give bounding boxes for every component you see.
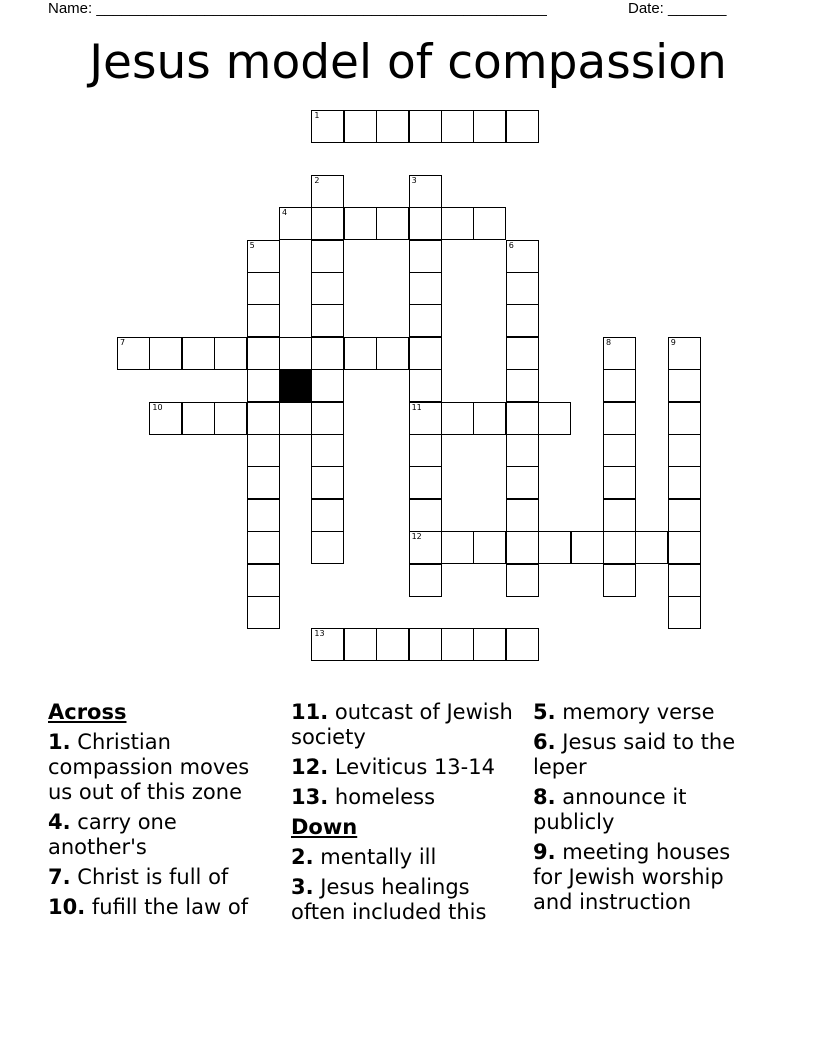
grid-cell[interactable]	[247, 434, 280, 467]
grid-cell[interactable]	[635, 531, 668, 564]
clue-down-5: 5. memory verse	[533, 700, 715, 724]
grid-cell[interactable]	[603, 531, 636, 564]
grid-cell[interactable]	[506, 402, 539, 435]
clue-number-label: 13	[314, 629, 325, 639]
grid-cell[interactable]	[473, 628, 506, 661]
grid-cell[interactable]	[441, 402, 474, 435]
grid-cell[interactable]	[506, 304, 539, 337]
grid-cell[interactable]	[376, 207, 409, 240]
grid-cell[interactable]	[506, 369, 539, 402]
grid-cell[interactable]	[279, 402, 312, 435]
clue-down-3: 3. Jesus healings often included this	[291, 875, 487, 924]
grid-cell[interactable]	[506, 499, 539, 532]
grid-cell[interactable]	[311, 434, 344, 467]
clue-number-label: 3	[411, 175, 417, 185]
name-label: Name:	[48, 0, 93, 17]
grid-cell[interactable]	[506, 628, 539, 661]
grid-cell[interactable]	[311, 628, 344, 661]
grid-cell[interactable]	[538, 531, 571, 564]
grid-cell[interactable]	[247, 304, 280, 337]
grid-cell[interactable]	[668, 402, 701, 435]
grid-cell[interactable]	[668, 564, 701, 597]
grid-cell[interactable]	[506, 337, 539, 370]
grid-cell[interactable]	[311, 466, 344, 499]
grid-cell[interactable]	[506, 272, 539, 305]
grid-cell[interactable]	[668, 499, 701, 532]
clue-number-label: 2	[314, 175, 320, 185]
grid-cell[interactable]	[506, 110, 539, 143]
clue-across-4: 4. carry one another's	[48, 810, 177, 859]
grid-cell[interactable]	[311, 337, 344, 370]
clue-down-2: 2. mentally ill	[291, 845, 437, 869]
grid-cell[interactable]	[668, 596, 701, 629]
grid-cell[interactable]	[311, 240, 344, 273]
grid-cell[interactable]	[538, 402, 571, 435]
date-label: Date:	[628, 0, 664, 17]
clue-across-12: 12. Leviticus 13-14	[291, 755, 495, 779]
clue-number-label: 6	[508, 240, 514, 250]
grid-cell[interactable]	[668, 466, 701, 499]
grid-cell[interactable]	[409, 175, 442, 208]
grid-cell[interactable]	[668, 531, 701, 564]
grid-cell[interactable]	[409, 628, 442, 661]
grid-cell[interactable]	[441, 207, 474, 240]
grid-cell[interactable]	[409, 272, 442, 305]
clue-across-13: 13. homeless	[291, 785, 436, 809]
grid-cell[interactable]	[409, 240, 442, 273]
clue-down-8: 8. announce it publicly	[533, 785, 687, 834]
grid-cell[interactable]	[182, 337, 215, 370]
grid-cell[interactable]	[311, 272, 344, 305]
grid-cell[interactable]	[311, 499, 344, 532]
grid-cell[interactable]	[409, 402, 442, 435]
grid-cell[interactable]	[409, 337, 442, 370]
clue-column-1	[48, 700, 276, 925]
clue-across-7: 7. Christ is full of	[48, 865, 229, 889]
clue-down-6: 6. Jesus said to the leper	[533, 730, 736, 779]
grid-cell[interactable]	[668, 369, 701, 402]
grid-cell[interactable]	[311, 207, 344, 240]
grid-cell[interactable]	[603, 466, 636, 499]
grid-cell[interactable]	[603, 434, 636, 467]
grid-cell[interactable]	[214, 402, 247, 435]
grid-cell[interactable]	[506, 240, 539, 273]
grid-cell[interactable]	[409, 466, 442, 499]
grid-cell[interactable]	[247, 564, 280, 597]
grid-cell[interactable]	[247, 402, 280, 435]
grid-cell[interactable]	[473, 110, 506, 143]
grid-cell[interactable]	[409, 434, 442, 467]
grid-cell[interactable]	[441, 628, 474, 661]
grid-cell[interactable]	[506, 564, 539, 597]
grid-cell[interactable]	[247, 240, 280, 273]
grid-cell[interactable]	[117, 337, 150, 370]
header-line	[48, 0, 748, 20]
grid-cell[interactable]	[247, 369, 280, 402]
grid-cell[interactable]	[409, 531, 442, 564]
clue-number-label: 11	[411, 402, 422, 412]
clue-number-label: 12	[411, 532, 422, 542]
grid-cell[interactable]	[311, 531, 344, 564]
clue-column-3	[533, 700, 748, 920]
grid-cell[interactable]	[409, 564, 442, 597]
black-cell	[279, 369, 312, 402]
grid-cell[interactable]	[571, 531, 604, 564]
grid-cell[interactable]	[376, 110, 409, 143]
clue-across-11: 11. outcast of Jewish society	[291, 700, 513, 749]
grid-cell[interactable]	[409, 369, 442, 402]
grid-cell[interactable]	[603, 337, 636, 370]
clue-number-label: 10	[152, 402, 163, 412]
grid-cell[interactable]	[409, 207, 442, 240]
grid-cell[interactable]	[247, 499, 280, 532]
grid-cell[interactable]	[149, 337, 182, 370]
grid-cell[interactable]	[344, 207, 377, 240]
grid-cell[interactable]	[344, 110, 377, 143]
grid-cell[interactable]	[311, 304, 344, 337]
date-blank: _______	[668, 0, 727, 17]
grid-cell[interactable]	[247, 596, 280, 629]
grid-cell[interactable]	[603, 564, 636, 597]
grid-cell[interactable]	[506, 531, 539, 564]
date-field[interactable]	[628, 0, 726, 17]
grid-cell[interactable]	[441, 531, 474, 564]
clue-number-label: 8	[606, 337, 612, 347]
grid-cell[interactable]	[311, 175, 344, 208]
grid-cell[interactable]	[149, 402, 182, 435]
grid-cell[interactable]	[311, 402, 344, 435]
grid-cell[interactable]	[506, 434, 539, 467]
clue-across-10: 10. fufill the law of	[48, 895, 249, 919]
name-field[interactable]	[48, 0, 547, 17]
grid-cell[interactable]	[311, 369, 344, 402]
grid-cell[interactable]	[247, 531, 280, 564]
clue-across-1: 1. Christian compassion moves us out of this zone	[48, 730, 250, 804]
grid-cell[interactable]	[376, 337, 409, 370]
down-heading: Down	[291, 815, 358, 839]
clue-number-label: 4	[282, 208, 288, 218]
grid-cell[interactable]	[603, 499, 636, 532]
grid-cell[interactable]	[344, 628, 377, 661]
grid-cell[interactable]	[182, 402, 215, 435]
clue-number-label: 9	[670, 337, 676, 347]
grid-cell[interactable]	[603, 402, 636, 435]
grid-cell[interactable]	[473, 402, 506, 435]
grid-cell[interactable]	[603, 369, 636, 402]
grid-cell[interactable]	[473, 531, 506, 564]
grid-cell[interactable]	[279, 337, 312, 370]
grid-cell[interactable]	[311, 110, 344, 143]
grid-cell[interactable]	[247, 466, 280, 499]
grid-cell[interactable]	[473, 207, 506, 240]
grid-cell[interactable]	[409, 110, 442, 143]
grid-cell[interactable]	[668, 337, 701, 370]
clue-column-2	[291, 700, 523, 930]
name-blank: ______________________________________________________	[96, 0, 547, 17]
clue-number-label: 7	[120, 337, 126, 347]
clue-number-label: 5	[249, 240, 255, 250]
grid-cell[interactable]	[344, 337, 377, 370]
grid-cell[interactable]	[247, 272, 280, 305]
grid-cell[interactable]	[279, 207, 312, 240]
grid-cell[interactable]	[506, 466, 539, 499]
clues-section	[48, 700, 748, 960]
grid-cell[interactable]	[376, 628, 409, 661]
grid-cell[interactable]	[441, 110, 474, 143]
clue-number-label: 1	[314, 111, 320, 120]
grid-cell[interactable]	[409, 304, 442, 337]
grid-cell[interactable]	[214, 337, 247, 370]
clue-down-9: 9. meeting houses for Jewish worship and instruction	[533, 840, 731, 914]
page-title: Jesus model of compassion	[89, 35, 727, 90]
grid-cell[interactable]	[247, 337, 280, 370]
grid-cell[interactable]	[668, 434, 701, 467]
across-heading: Across	[48, 700, 127, 724]
grid-cell[interactable]	[409, 499, 442, 532]
